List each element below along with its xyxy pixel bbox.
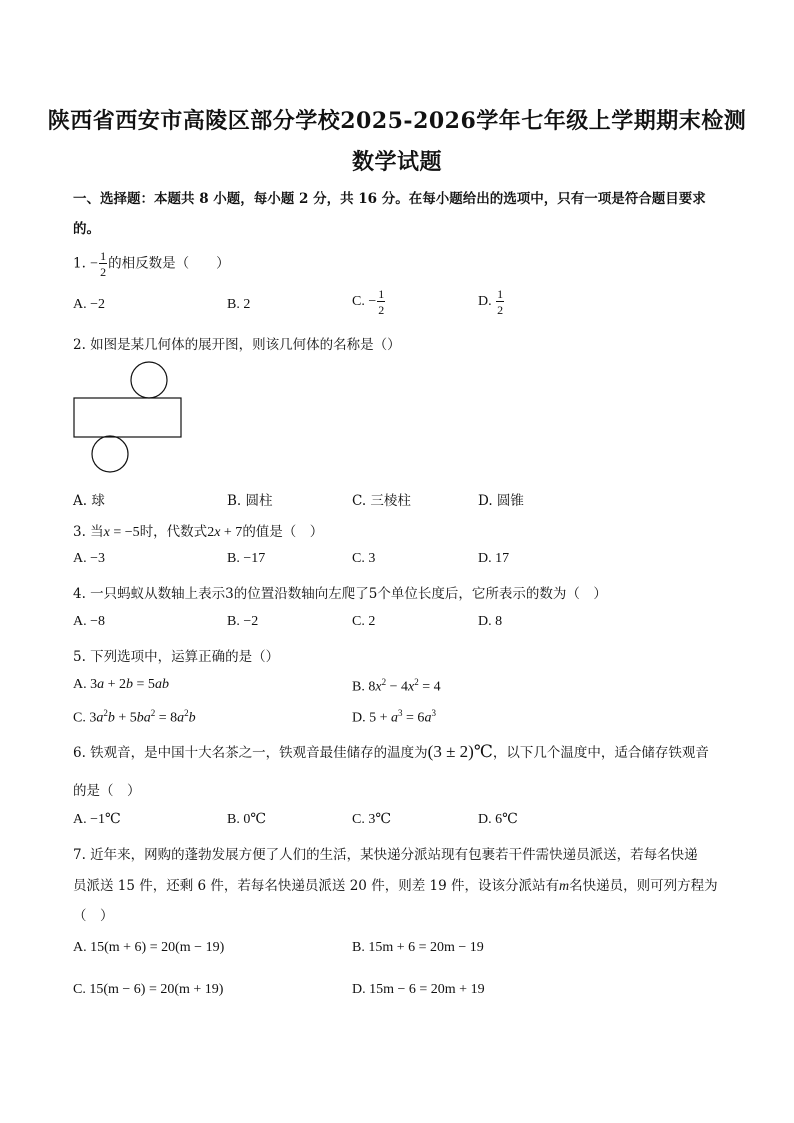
question-text: 名快递员，则可列方程为 [569,878,718,894]
page-title: 陕西省西安市高陵区部分学校2025-2026学年七年级上学期期末检测 [47,108,747,134]
question-text: 6. 铁观音，是中国十大名茶之一，铁观音最佳储存的温度为 [73,745,428,761]
question-text: 3. 当 [73,524,104,540]
question-7-cont2: （ ） [73,908,114,924]
math-expression: 2 [207,525,215,540]
question-7-cont [73,874,718,895]
question-5: 5. 下列选项中，运算正确的是（） [73,649,280,665]
option-label: D. [352,710,370,726]
fraction [496,288,504,316]
section-heading-cont: 的。 [73,221,100,237]
math-expression: + 7 [220,525,243,540]
minus-sign: − [90,256,99,272]
numerator: 1 [378,287,385,301]
q7-option-a[interactable]: A. 15(m + 6) = 20(m − 19) [73,940,225,955]
question-text: ，以下几个温度中，适合储存铁观音 [492,745,709,761]
option-label: C. [352,294,369,310]
q1-option-a[interactable] [73,297,105,313]
question-3 [73,520,323,541]
option-label: B. [227,297,244,312]
q3-option-d[interactable]: D. 17 [478,551,510,566]
q7-option-b[interactable]: B. 15m + 6 = 20m − 19 [352,940,484,955]
q4-option-a[interactable]: A. −8 [73,614,106,629]
q6-option-a[interactable]: A. −1℃ [73,812,121,827]
numerator: 1 [100,249,107,263]
numerator: 1 [497,287,504,301]
question-6-cont: 的是（ ） [73,783,141,799]
q6-option-c[interactable]: C. 3℃ [352,812,391,827]
fraction [377,288,385,316]
math-expression: = −5 [109,525,140,540]
denominator: 2 [100,265,107,279]
temperature-range: (3 ± 2)℃ [427,742,493,761]
option-label: A. [73,297,91,312]
q6-option-b[interactable]: B. 0℃ [227,812,266,827]
question-text: 员派送 15 件，还剩 6 件，若每名快递员派送 20 件，则差 19 件，设该分派站有 [73,878,559,894]
q2-option-b[interactable]: B. 圆柱 [227,493,273,509]
q1-option-d[interactable] [478,288,505,316]
question-6 [73,741,709,762]
section-heading: 一、选择题：本题共 8 小题，每小题 2 分，共 16 分。在每小题给出的选项中，只有一项是符合题目要求 [73,191,706,207]
q5-option-d[interactable]: D. $5 + a^3 = 6a^3$ [352,708,436,726]
question-number: 1. [73,255,91,272]
q5-option-a[interactable]: A. 3a + 2b = 5ab [73,677,169,692]
option-value: 2 [243,297,251,312]
q6-option-d[interactable]: D. 6℃ [478,812,518,827]
question-4: 4. 一只蚂蚁从数轴上表示3的位置沿数轴向左爬了5个单位长度后，它所表示的数为（ ） [73,586,607,602]
fraction [99,250,107,278]
q1-option-c[interactable] [352,288,386,316]
q3-option-a[interactable]: A. −3 [73,551,106,566]
q7-option-c[interactable]: C. 15(m − 6) = 20(m + 19) [73,982,224,997]
q4-option-c[interactable]: C. 2 [352,614,376,629]
side-rectangle [74,398,181,437]
option-label: B. [352,679,369,695]
q7-option-d[interactable]: D. 15m − 6 = 20m + 19 [352,982,485,997]
question-1 [73,250,230,278]
question-text: 的相反数是（ ） [108,255,230,272]
q2-option-c[interactable]: C. 三棱柱 [352,493,411,509]
question-text: 的值是（ ） [242,524,324,540]
page-subtitle: 数学试题 [351,149,442,175]
option-label: A. [73,677,91,692]
q4-option-d[interactable]: D. 8 [478,614,503,629]
variable-x: x [214,525,221,540]
variable-x: x [103,525,110,540]
q3-option-b[interactable]: B. −17 [227,551,266,566]
option-label: C. [73,710,90,726]
variable-m: m [558,879,570,894]
cylinder-net-figure [70,360,190,475]
question-text: 时，代数式 [139,524,208,540]
bottom-circle [92,436,128,472]
q3-option-c[interactable]: C. 3 [352,551,376,566]
question-2: 2. 如图是某几何体的展开图，则该几何体的名称是（） [73,337,401,353]
q1-option-b[interactable] [227,297,250,313]
q5-option-b[interactable]: B. $8x^2 - 4x^2 = 4$ [352,677,441,695]
question-7: 7. 近年来，网购的蓬勃发展方便了人们的生活，某快递分派站现有包裹若干件需快递员派送，若每名快递 [73,847,698,863]
q2-option-a[interactable]: A. 球 [73,493,105,509]
q5-option-c[interactable]: C. $3a^2b + 5ba^2 = 8a^2b$ [73,708,196,726]
top-circle [131,362,167,398]
denominator: 2 [378,303,385,317]
minus-sign: − [368,294,377,310]
q4-option-b[interactable]: B. −2 [227,614,259,629]
option-label: D. [478,294,496,310]
denominator: 2 [497,303,504,317]
option-value: −2 [90,297,106,312]
q2-option-d[interactable]: D. 圆锥 [478,493,524,509]
